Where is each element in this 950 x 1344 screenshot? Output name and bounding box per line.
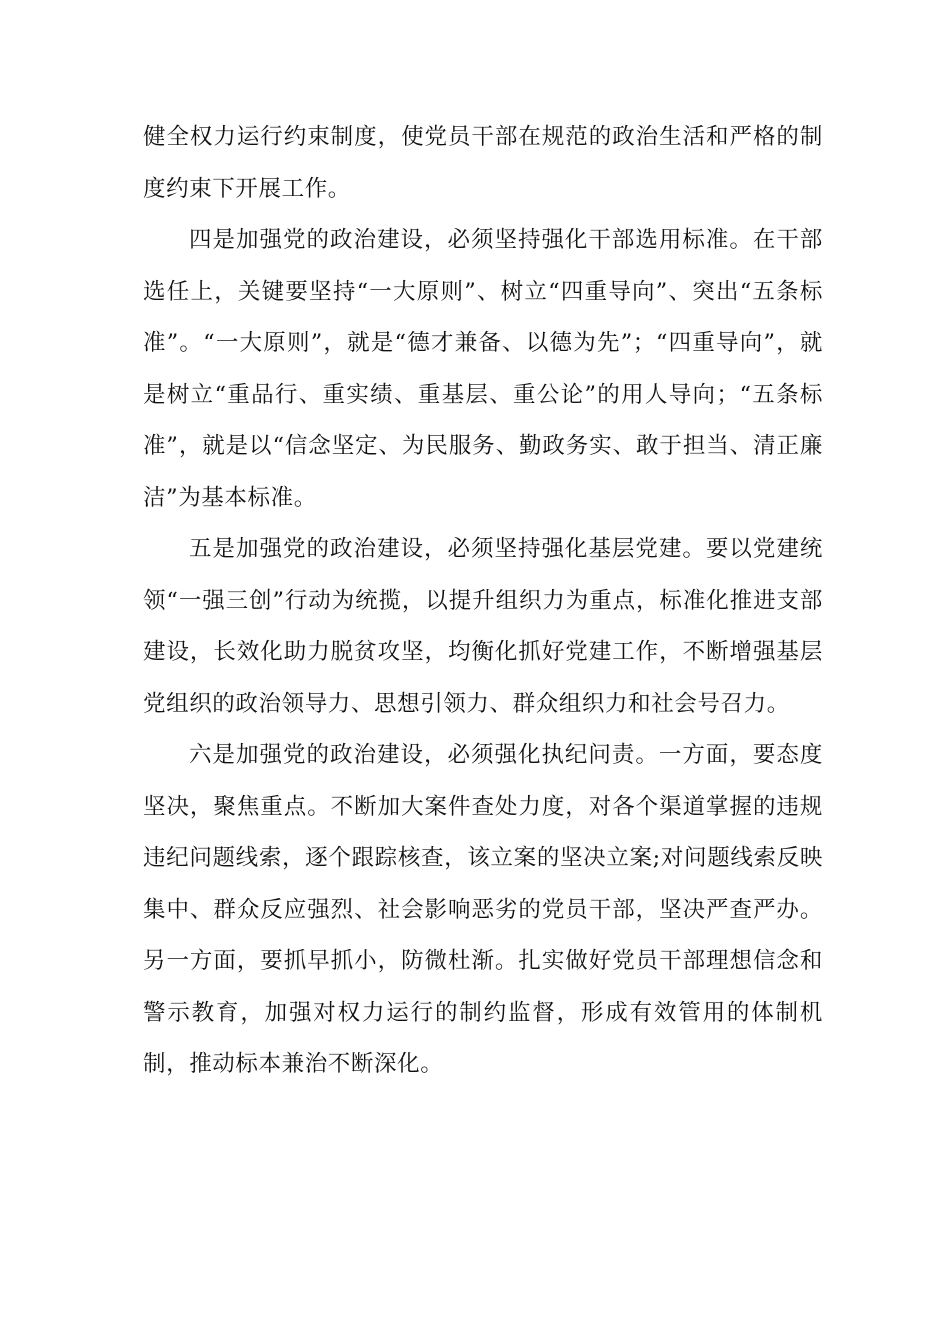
paragraph-continuation: 健全权力运行约束制度，使党员干部在规范的政治生活和严格的制度约束下开展工作。 [143, 124, 823, 202]
paragraph-grassroots-party-building: 五是加强党的政治建设，必须坚持强化基层党建。要以党建统领“一强三创”行动为统揽，以提升组织力为重点，标准化推进支部建设，长效化助力脱贫攻坚，均衡化抓好党建工作，不断增强基层党组织的政治领导力、思想引领力、群众组织力和社会号召力。 [143, 536, 823, 717]
document-body [143, 112, 823, 1091]
paragraph-cadre-selection: 四是加强党的政治建设，必须坚持强化干部选用标准。在干部选任上，关键要坚持“一大原则”、树立“四重导向”、突出“五条标准”。“一大原则”，就是“德才兼备、以德为先”；“四重导向”，就是树立“重品行、重实绩、重基层、重公论”的用人导向；“五条标准”，就是以“信念坚定、为民服务、勤政务实、敢于担当、清正廉洁”为基本标准。 [143, 227, 823, 511]
paragraph-discipline-accountability: 六是加强党的政治建设，必须强化执纪问责。一方面，要态度坚决，聚焦重点。不断加大案件查处力度，对各个渠道掌握的违规违纪问题线索，逐个跟踪核查，该立案的坚决立案;对问题线索反映集中、群众反应强烈、社会影响恶劣的党员干部，坚决严查严办。另一方面，要抓早抓小，防微杜渐。扎实做好党员干部理想信念和警示教育，加强对权力运行的制约监督，形成有效管用的体制机制，推动标本兼治不断深化。 [143, 742, 823, 1077]
